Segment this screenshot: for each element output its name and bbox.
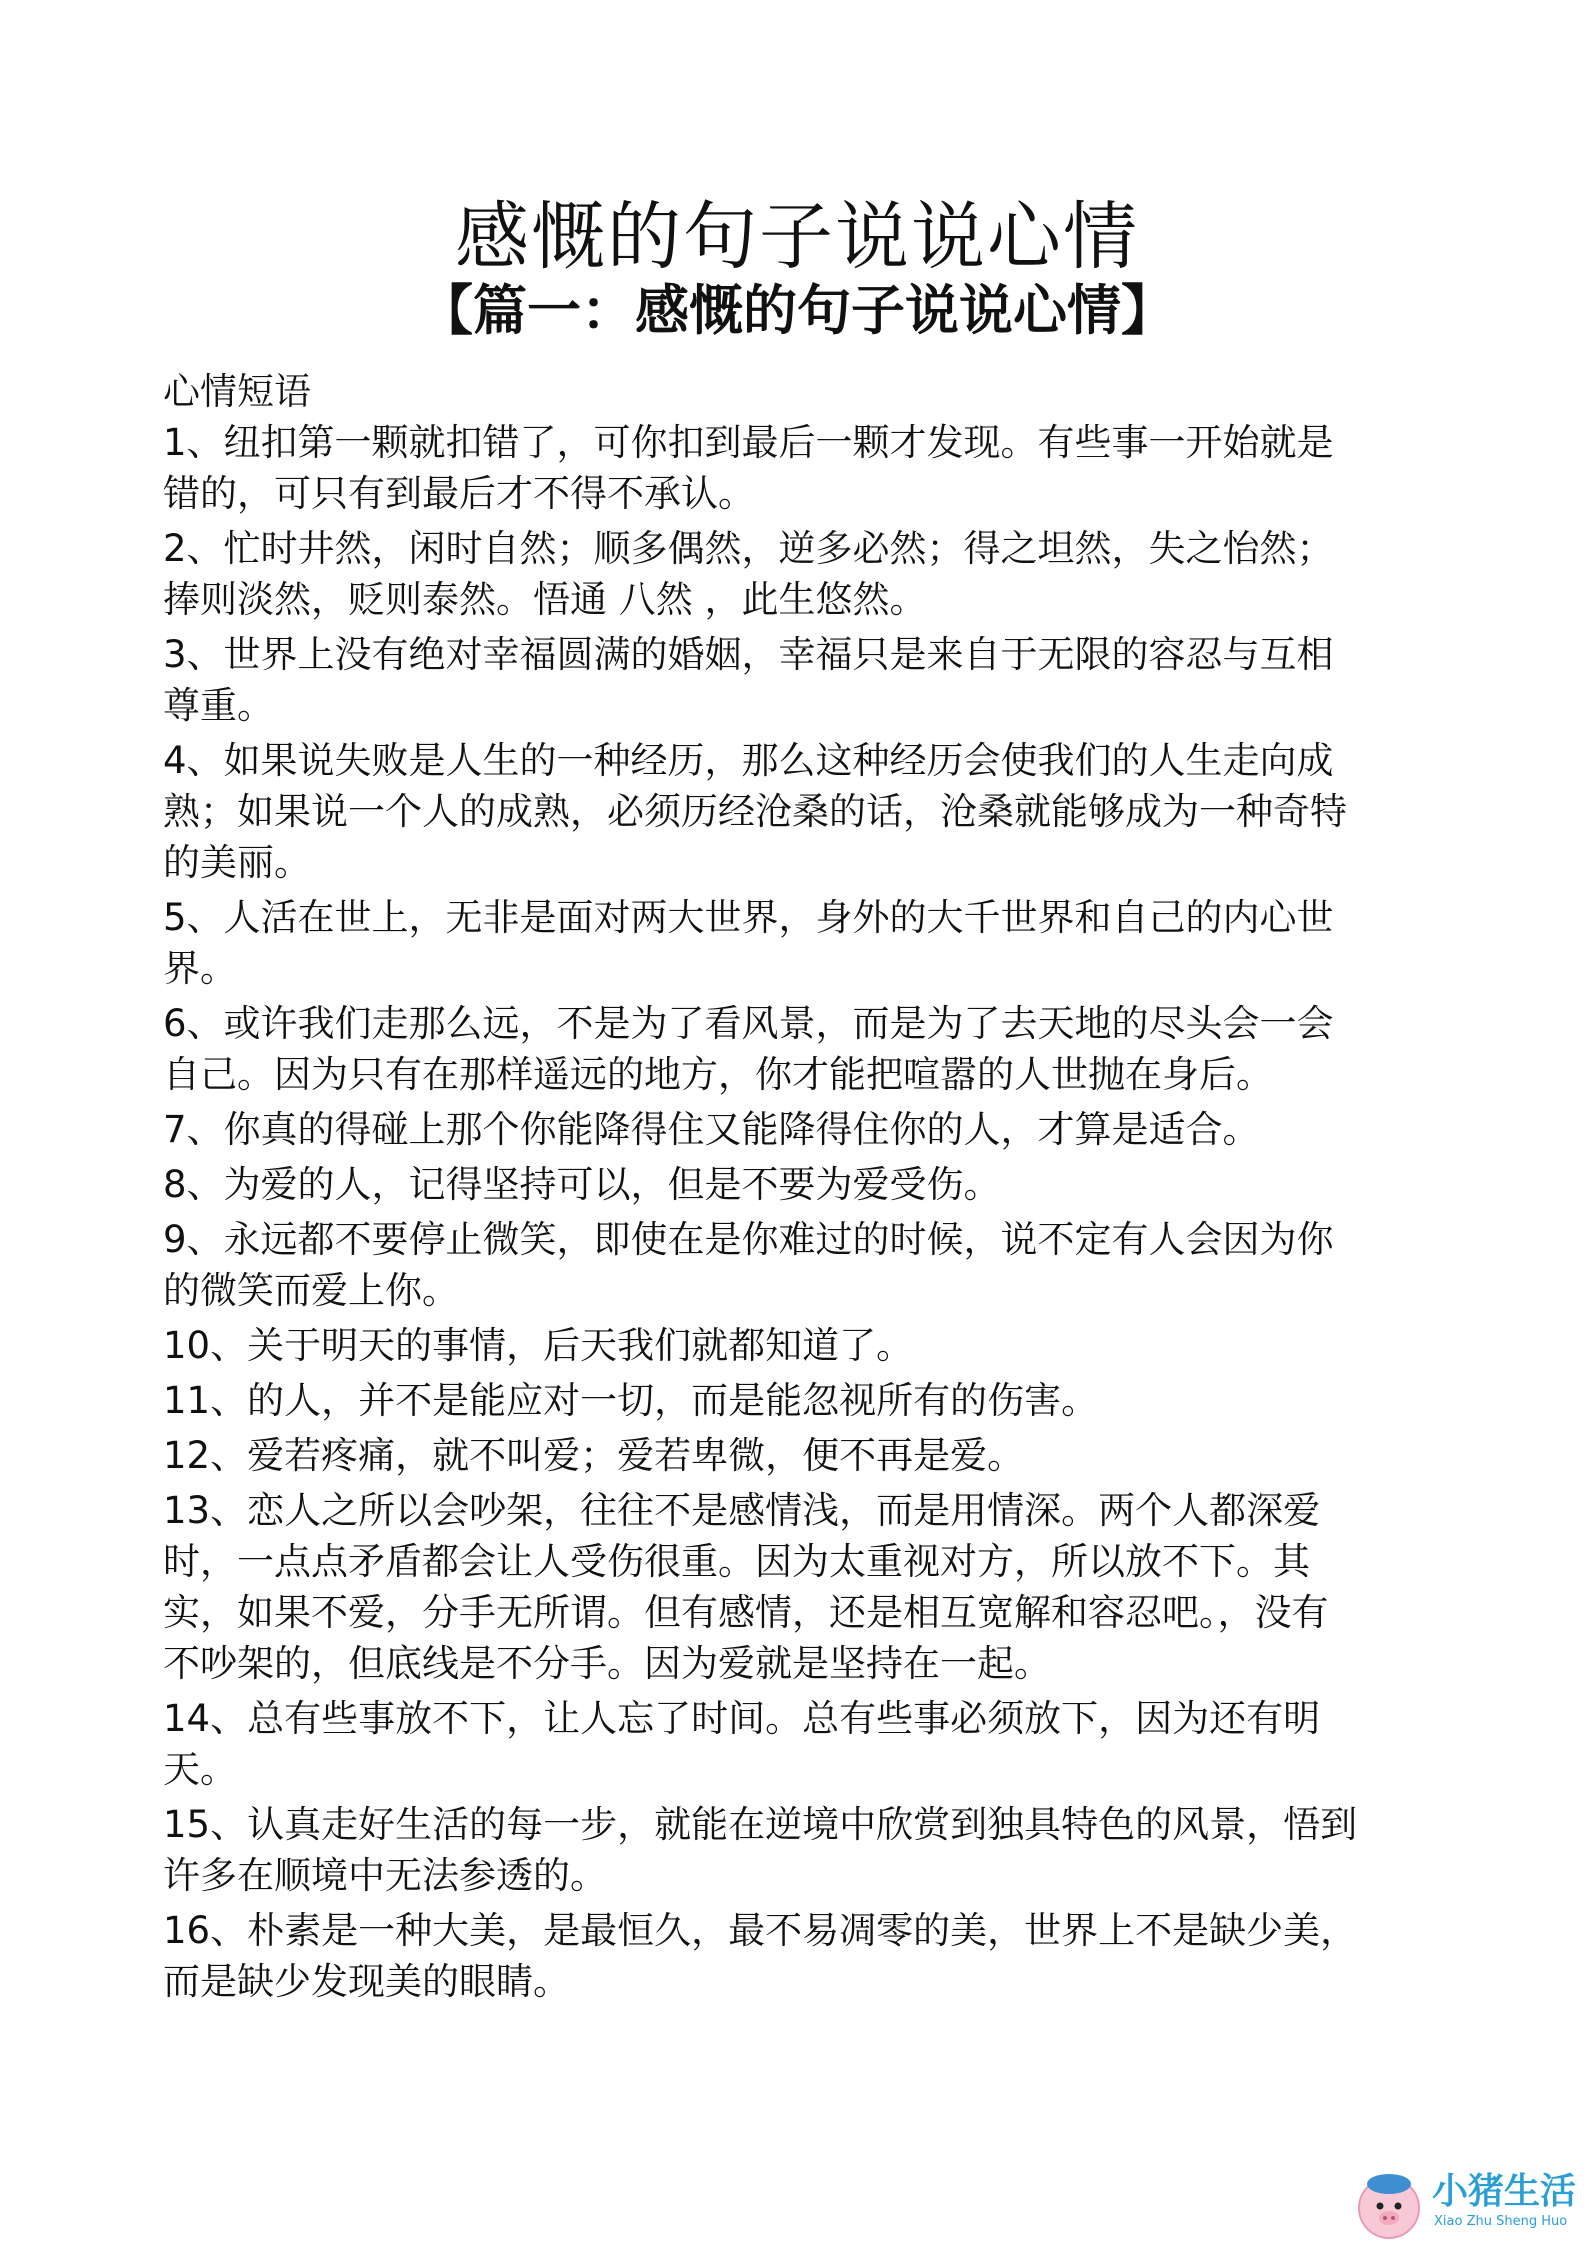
- list-item: 8、为爱的人，记得坚持可以，但是不要为爱受伤。: [163, 1163, 1001, 1206]
- list-item: 16、朴素是一种大美，是最恒久，最不易凋零的美，世界上不是缺少美，而是缺少发现美的眼睛。: [163, 1909, 1358, 2003]
- list-item: 2、忙时井然，闲时自然；顺多偶然，逆多必然；得之坦然，失之怡然；捧则淡然，贬则泰然。悟通 八然 ，此生悠然。: [163, 527, 1334, 621]
- list-item: 9、永远都不要停止微笑，即使在是你难过的时候，说不定有人会因为你的微笑而爱上你。: [163, 1218, 1334, 1312]
- list-item: 14、总有些事放不下，让人忘了时间。总有些事必须放下，因为还有明天。: [163, 1697, 1321, 1791]
- list-item: 13、恋人之所以会吵架，往往不是感情浅，而是用情深。两个人都深爱时，一点点矛盾都会让人受伤很重。因为太重视对方，所以放不下。其实，如果不爱，分手无所谓。但有感情，还是相互宽解和容忍吧。，没有不吵架的，但底线是不分手。因为爱就是坚持在一起。: [163, 1489, 1329, 1685]
- document-body: [163, 366, 1358, 2011]
- list-item: 5、人活在世上，无非是面对两大世界，身外的大千世界和自己的内心世界。: [163, 896, 1334, 990]
- list-item: 15、认真走好生活的每一步，就能在逆境中欣赏到独具特色的风景，悟到许多在顺境中无法参透的。: [163, 1803, 1358, 1897]
- watermark-pinyin: Xiao Zhu Sheng Huo: [1434, 2214, 1568, 2229]
- list-item: 12、爱若疼痛，就不叫爱；爱若卑微，便不再是爱。: [163, 1434, 1025, 1477]
- list-item: 6、或许我们走那么远，不是为了看风景，而是为了去天地的尽头会一会自己。因为只有在那样遥远的地方，你才能把喧嚣的人世抛在身后。: [163, 1002, 1334, 1096]
- page-title: 感慨的句子说说心情: [455, 194, 1139, 280]
- watermark-name: 小猪生活: [1432, 2171, 1577, 2212]
- list-item: 3、世界上没有绝对幸福圆满的婚姻，幸福只是来自于无限的容忍与互相尊重。: [163, 633, 1334, 727]
- section-subtitle: 【篇一：感慨的句子说说心情】: [419, 279, 1175, 342]
- list-item: 4、如果说失败是人生的一种经历，那么这种经历会使我们的人生走向成熟；如果说一个人的成熟，必须历经沧桑的话，沧桑就能够成为一种奇特的美丽。: [163, 739, 1347, 884]
- list-item: 10、关于明天的事情，后天我们就都知道了。: [163, 1324, 914, 1367]
- watermark-logo: [1352, 2168, 1577, 2242]
- list-item: 11、的人，并不是能应对一切，而是能忽视所有的伤害。: [163, 1379, 1099, 1422]
- list-item: 1、纽扣第一颗就扣错了，可你扣到最后一颗才发现。有些事一开始就是错的，可只有到最后才不得不承认。: [163, 421, 1334, 515]
- pig-mascot-icon: [1352, 2168, 1426, 2242]
- list-item: 7、你真的得碰上那个你能降得住又能降得住你的人，才算是适合。: [163, 1108, 1260, 1151]
- section-heading: 心情短语: [163, 370, 311, 413]
